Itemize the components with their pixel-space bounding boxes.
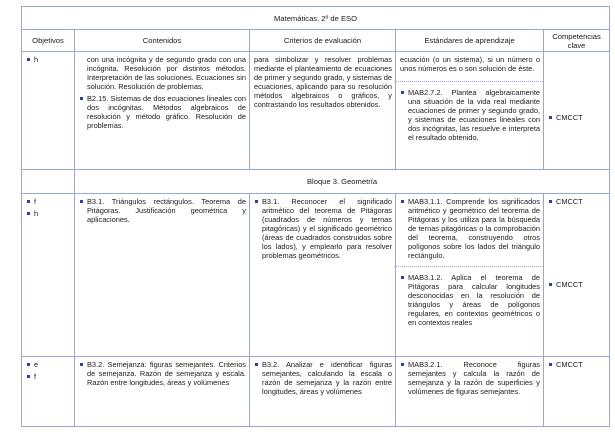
contenidos-cell: [75, 357, 250, 427]
competencias-cell: [544, 194, 610, 357]
table-title: Matemáticas. 2º de ESO: [22, 7, 610, 30]
header-contenidos: Contenidos: [75, 30, 250, 52]
estandares-cell: [396, 357, 544, 427]
block-title: Bloque 3. Geometría: [75, 170, 610, 194]
estandar-item: MAB3.1.1. Comprende los significados aritmético y geométrico del teorema de Pitágoras y los utiliza para la búsqueda de ternas pitagóricas o la comprobación del teorema, construyendo otros polígonos sobre los lados del triángulo rectángulo.: [400, 197, 540, 260]
competencias-cell: [544, 52, 610, 170]
criterio-continuation: para simbolizar y resolver problemas mediante el planteamiento de ecuaciones de primer y segundo grado, y sistemas de ecuaciones, aplicando para su resolución métodos algebraicos o gráficos, y contrastando los resultados obtenidos.: [254, 55, 392, 109]
contenidos-cell: [75, 194, 250, 357]
objetivos-cell: [22, 52, 75, 170]
curriculum-table: [21, 6, 610, 427]
header-criterios: Criterios de evaluación: [250, 30, 396, 52]
objetivo-item: h: [26, 209, 72, 218]
table-row: [22, 52, 610, 170]
competencia-item: CMCCT: [548, 113, 606, 122]
criterio-item: B3.1. Reconocer el significado aritmético del teorema de Pitágoras (cuadrados de números y ternas pitagóricas) y el significado geométrico (áreas de cuadrados construidos sobre los lados), y emplearlo para resolver problemas geométricos.: [254, 197, 392, 260]
objetivo-item: h: [26, 55, 72, 64]
table-row: [22, 194, 610, 357]
competencia-item: CMCCT: [548, 280, 606, 289]
criterios-cell: [250, 194, 396, 357]
contenidos-cell: [75, 52, 250, 170]
estandar-continuation: ecuación (o un sistema), si un número o unos números es o son solución de éste.: [400, 55, 540, 73]
competencia-item: CMCCT: [548, 360, 606, 369]
contenido-item: B2.15. Sistemas de dos ecuaciones lineales con dos incógnitas. Métodos algebraicos de resolución y método gráfico. Resolución de problemas.: [79, 94, 246, 130]
competencia-item: CMCCT: [548, 197, 606, 206]
header-competencias: Competencias clave: [544, 30, 610, 52]
criterios-cell: [250, 357, 396, 427]
curriculum-table-page: [21, 6, 609, 439]
estandares-cell: [396, 194, 544, 357]
header-estandares: Estándares de aprendizaje: [396, 30, 544, 52]
estandar-item: MAB3.2.1. Reconoce figuras semejantes y calcula la razón de semejanza y la razón de superficies y volúmenes de figuras semejantes.: [400, 360, 540, 396]
objetivo-item: e: [26, 360, 72, 369]
contenido-item: B3.2. Semejanza: figuras semejantes. Criterios de semejanza. Razón de semejanza y escala. Razón entre longitudes, áreas y volúmenes: [79, 360, 246, 387]
estandar-item: MAB3.1.2. Aplica el teorema de Pitágoras para calcular longitudes desconocidas en la resolución de triángulos y áreas de polígonos regulares, en contextos geométricos o en contextos reales: [400, 273, 540, 327]
criterio-item: B3.2. Analizar e identificar figuras semejantes, calculando la escala o razón de semejanza y la razón entre longitudes, áreas y volúmenes: [254, 360, 392, 396]
header-objetivos: Objetivos: [22, 30, 75, 52]
objetivos-cell: [22, 357, 75, 427]
estandares-cell: [396, 52, 544, 170]
objetivo-item: f: [26, 197, 72, 206]
competencias-cell: [544, 357, 610, 427]
objetivo-item: f: [26, 372, 72, 381]
estandar-divider: [396, 81, 543, 82]
estandar-divider: [396, 266, 543, 267]
estandar-item: MAB2.7.2. Plantea algebraicamente una situación de la vida real mediante ecuaciones de primer y segundo grado, y sistemas de ecuaciones lineales con dos incógnitas, las resuelve e interpreta el resultado obtenido.: [400, 88, 540, 142]
contenido-item: B3.1. Triángulos rectángulos. Teorema de Pitágoras. Justificación geométrica y aplicaciones.: [79, 197, 246, 224]
objetivos-cell: [22, 194, 75, 357]
table-row: [22, 357, 610, 427]
criterios-cell: [250, 52, 396, 170]
contenido-continuation: con una incógnita y de segundo grado con una incógnita. Resolución por distintos métodos. Interpretación de las soluciones. Ecuaciones sin solución. Resolución de problemas.: [87, 55, 246, 91]
block-blank-cell: [22, 170, 75, 194]
